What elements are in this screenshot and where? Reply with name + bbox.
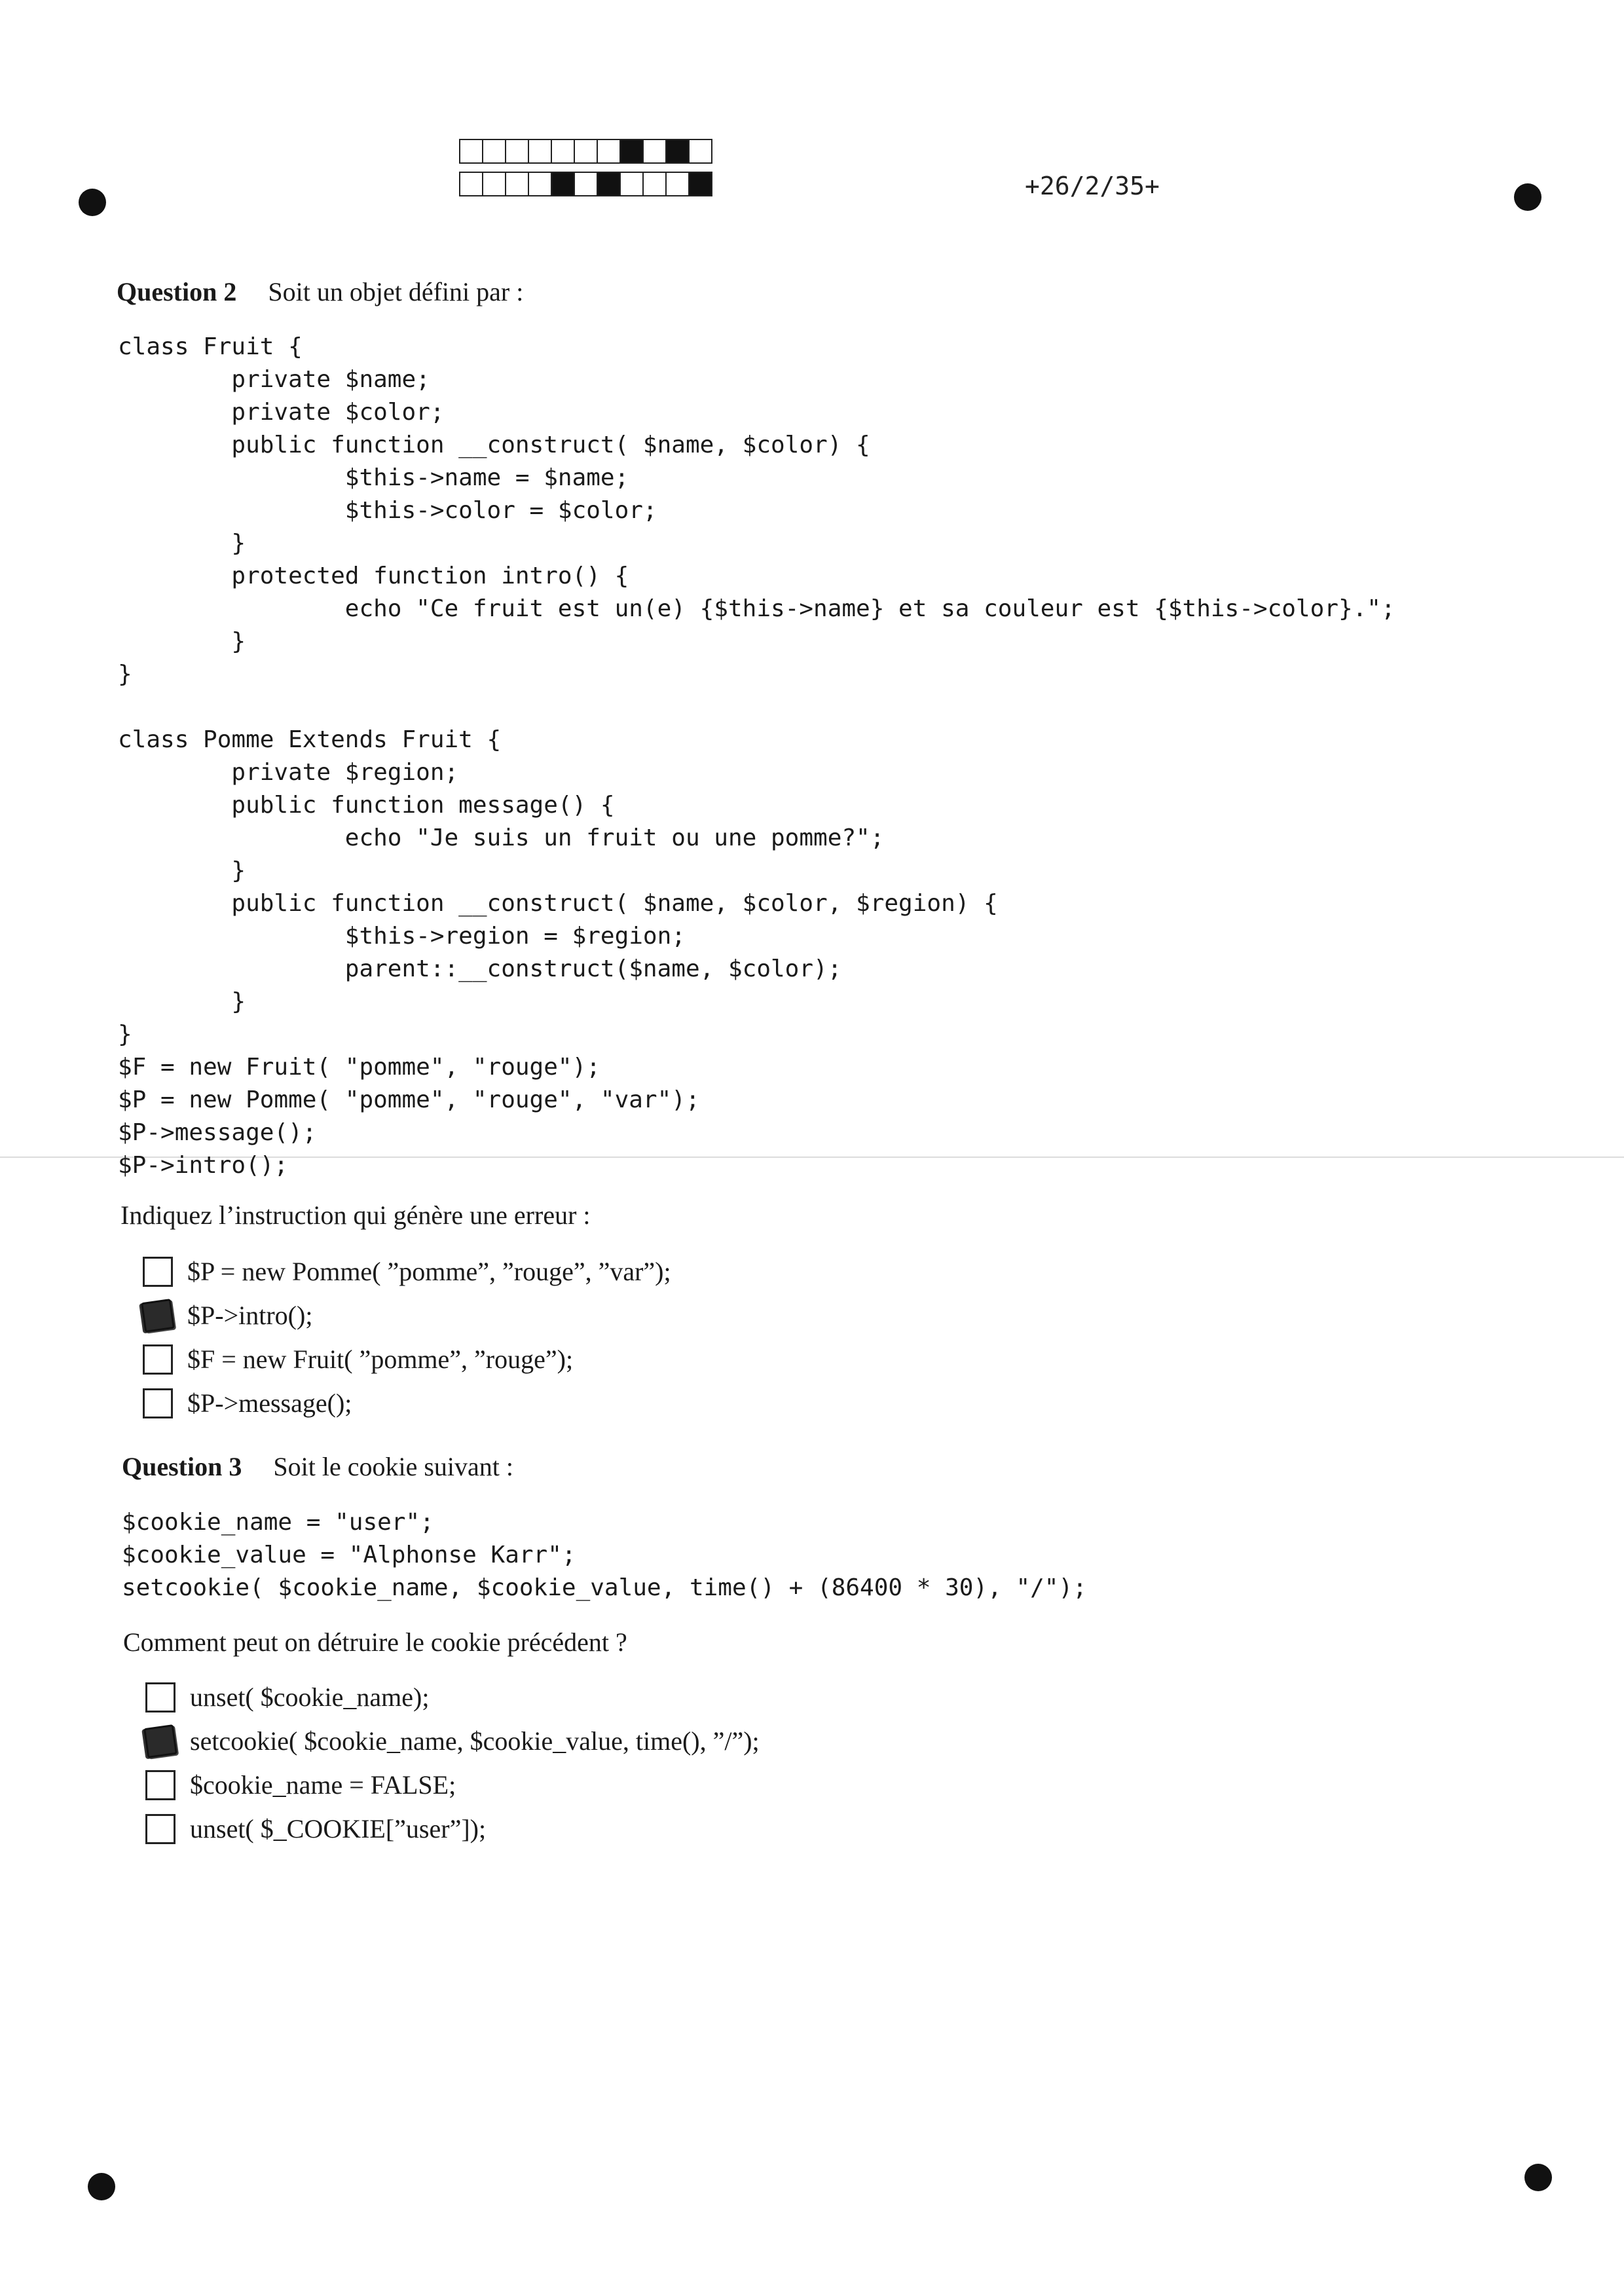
barcode-cell — [619, 139, 644, 164]
barcode-cell — [459, 172, 483, 196]
q3-option-4[interactable] — [145, 1807, 760, 1851]
checkbox-filled[interactable] — [143, 1724, 177, 1758]
page-identifier: +26/2/35+ — [1025, 172, 1160, 200]
page-barcode-row-2 — [460, 172, 712, 196]
option-label: $P->message(); — [187, 1388, 352, 1418]
barcode-cell — [597, 172, 621, 196]
barcode-cell — [482, 139, 506, 164]
option-label: $P = new Pomme( ”pomme”, ”rouge”, ”var”); — [187, 1257, 671, 1286]
q2-option-1[interactable] — [143, 1250, 671, 1293]
option-label: $F = new Fruit( ”pomme”, ”rouge”); — [187, 1344, 574, 1374]
option-label: $cookie_name = FALSE; — [190, 1770, 456, 1800]
q3-option-3[interactable] — [145, 1763, 760, 1807]
barcode-cell — [642, 139, 667, 164]
barcode-cell — [482, 172, 506, 196]
question-3-header — [122, 1451, 513, 1482]
q2-option-4[interactable] — [143, 1381, 671, 1425]
question-3-options — [145, 1675, 760, 1851]
checkbox-empty[interactable] — [143, 1388, 173, 1418]
barcode-cell — [688, 172, 712, 196]
checkbox-filled[interactable] — [141, 1299, 175, 1333]
barcode-cell — [551, 139, 575, 164]
barcode-cell — [665, 172, 690, 196]
option-label: unset( $_COOKIE[”user”]); — [190, 1814, 487, 1843]
question-3-number: Question 3 — [122, 1452, 242, 1481]
barcode-cell — [528, 172, 552, 196]
option-label: unset( $cookie_name); — [190, 1682, 430, 1712]
barcode-cell — [597, 139, 621, 164]
checkbox-empty[interactable] — [145, 1770, 175, 1800]
registration-mark-bottom-right — [1524, 2164, 1552, 2191]
question-3-intro: Soit le cookie suivant : — [273, 1452, 513, 1481]
checkbox-empty[interactable] — [145, 1682, 175, 1713]
question-2-intro: Soit un objet défini par : — [268, 277, 524, 306]
barcode-cell — [459, 139, 483, 164]
question-2-header — [117, 276, 523, 307]
barcode-cell — [551, 172, 575, 196]
question-2-number: Question 2 — [117, 277, 237, 306]
option-label: $P->intro(); — [187, 1301, 313, 1330]
question-2-code-block: class Fruit { private $name; private $color; public function __construct( $name, $color) { $this->name = $name; $this->color = $color; } protected function intro() { echo "Ce fruit est un(e) {$this->name} et sa couleur est {$this->color}."; } } class Pomme Extends Fruit { private $region; public function message() { echo "Je suis un fruit ou une pomme?"; } public function __construct( $name, $color, $region) { $this->region = $region; parent::__construct($name, $color); } } $F = new Fruit( "pomme", "rouge"); $P = new Pomme( "pomme", "rouge", "var"); $P->message(); $P->intro(); — [118, 333, 1395, 1179]
checkbox-empty[interactable] — [143, 1257, 173, 1287]
question-2-prompt: Indiquez l’instruction qui génère une erreur : — [120, 1200, 591, 1230]
barcode-cell — [574, 139, 598, 164]
question-3-prompt: Comment peut on détruire le cookie précédent ? — [123, 1627, 627, 1657]
barcode-cell — [505, 172, 529, 196]
q3-option-1[interactable] — [145, 1675, 760, 1719]
barcode-cell — [688, 139, 712, 164]
option-label: setcookie( $cookie_name, $cookie_value, time(), ”/”); — [190, 1726, 760, 1756]
question-3-code-block: $cookie_name = "user"; $cookie_value = "Alphonse Karr"; setcookie( $cookie_name, $cookie_value, time() + (86400 * 30), "/"); — [122, 1509, 1087, 1601]
barcode-cell — [574, 172, 598, 196]
registration-mark-top-right — [1514, 183, 1541, 211]
checkbox-empty[interactable] — [145, 1814, 175, 1844]
barcode-cell — [665, 139, 690, 164]
checkbox-empty[interactable] — [143, 1344, 173, 1375]
registration-mark-bottom-left — [88, 2173, 115, 2200]
registration-mark-top-left — [79, 189, 106, 216]
q2-option-2[interactable] — [143, 1293, 671, 1337]
q3-option-2[interactable] — [145, 1719, 760, 1763]
barcode-cell — [505, 139, 529, 164]
page-barcode-row-1 — [460, 139, 712, 164]
question-2-options — [143, 1250, 671, 1425]
barcode-cell — [619, 172, 644, 196]
barcode-cell — [642, 172, 667, 196]
barcode-cell — [528, 139, 552, 164]
q2-option-3[interactable] — [143, 1337, 671, 1381]
